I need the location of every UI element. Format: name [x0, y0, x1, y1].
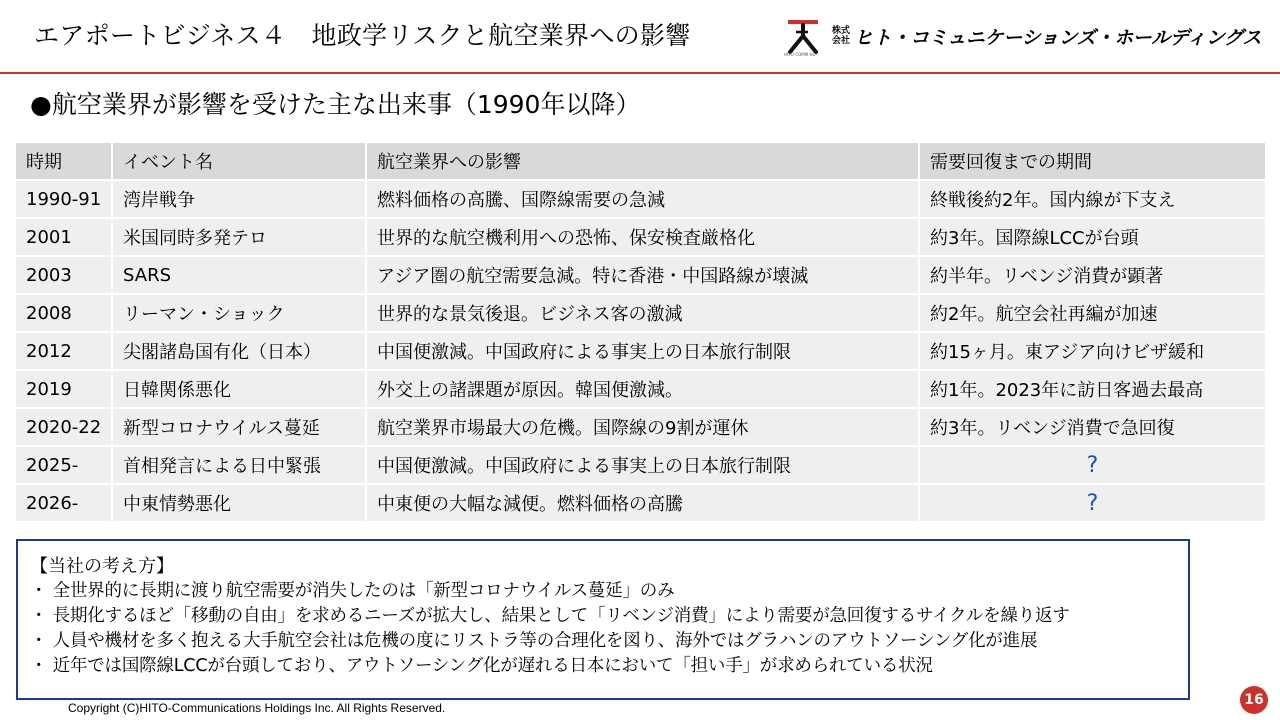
- company-prefix: 株式会社: [832, 26, 851, 46]
- cell-event: SARS: [113, 257, 367, 295]
- table-row: [16, 485, 1265, 523]
- cell-period: 2025-: [16, 447, 113, 485]
- cell-event: 湾岸戦争: [113, 181, 367, 219]
- cell-impact: 中東便の大幅な減便。燃料価格の高騰: [367, 485, 920, 523]
- cell-recovery-unknown: ?: [920, 485, 1265, 523]
- cell-event: リーマン・ショック: [113, 295, 367, 333]
- cell-event: 米国同時多発テロ: [113, 219, 367, 257]
- company-view-item: ・ 全世界的に長期に渡り航空需要が消失したのは「新型コロナウイルス蔓延」のみ: [30, 581, 675, 601]
- logo-caption: HITO-COMM HD: [784, 52, 816, 57]
- company-view-item: ・ 長期化するほど「移動の自由」を求めるニーズが拡大し、結果として「リベンジ消費」により需要が急回復するサイクルを繰り返す: [30, 606, 1070, 626]
- cell-period: 2019: [16, 371, 113, 409]
- cell-impact: 航空業界市場最大の危機。国際線の9割が運休: [367, 409, 920, 447]
- header-period: 時期: [16, 143, 113, 181]
- cell-event: 日韓関係悪化: [113, 371, 367, 409]
- cell-recovery: 約3年。国際線LCCが台頭: [920, 219, 1265, 257]
- company-view-heading: 【当社の考え方】: [30, 556, 174, 577]
- table-row: [16, 409, 1265, 447]
- table-row: [16, 333, 1265, 371]
- events-table: [16, 143, 1265, 523]
- cell-event: 首相発言による日中緊張: [113, 447, 367, 485]
- cell-period: 2008: [16, 295, 113, 333]
- table-row: [16, 181, 1265, 219]
- cell-impact: 中国便激減。中国政府による事実上の日本旅行制限: [367, 333, 920, 371]
- cell-impact: 中国便激減。中国政府による事実上の日本旅行制限: [367, 447, 920, 485]
- header-recovery: 需要回復までの期間: [920, 143, 1265, 181]
- table-row: [16, 295, 1265, 333]
- page-title: エアポートビジネス４ 地政学リスクと航空業界への影響: [34, 21, 691, 50]
- section-title: ●航空業界が影響を受けた主な出来事（1990年以降）: [30, 90, 641, 119]
- cell-impact: 世界的な景気後退。ビジネス客の激減: [367, 295, 920, 333]
- cell-period: 2003: [16, 257, 113, 295]
- company-view-item: ・ 近年では国際線LCCが台頭しており、アウトソーシング化が遅れる日本において「担い手」が求められている状況: [30, 656, 933, 676]
- cell-recovery: 約3年。リベンジ消費で急回復: [920, 409, 1265, 447]
- cell-event: 尖閣諸島国有化（日本）: [113, 333, 367, 371]
- cell-event: 中東情勢悪化: [113, 485, 367, 523]
- table-row: [16, 219, 1265, 257]
- cell-period: 1990-91: [16, 181, 113, 219]
- cell-recovery-unknown: ?: [920, 447, 1265, 485]
- cell-impact: 外交上の諸課題が原因。韓国便激減。: [367, 371, 920, 409]
- cell-event: 新型コロナウイルス蔓延: [113, 409, 367, 447]
- cell-period: 2026-: [16, 485, 113, 523]
- cell-period: 2020-22: [16, 409, 113, 447]
- table-row: [16, 257, 1265, 295]
- header-divider: [0, 72, 1280, 74]
- company-view-box: [16, 539, 1190, 700]
- cell-impact: 世界的な航空機利用への恐怖、保安検査厳格化: [367, 219, 920, 257]
- cell-recovery: 約1年。2023年に訪日客過去最高: [920, 371, 1265, 409]
- cell-recovery: 約半年。リベンジ消費が顕著: [920, 257, 1265, 295]
- cell-period: 2001: [16, 219, 113, 257]
- company-name: ヒト・コミュニケーションズ・ホールディングス: [854, 27, 1262, 49]
- header-event: イベント名: [113, 143, 367, 181]
- company-view-item: ・ 人員や機材を多く抱える大手航空会社は危機の度にリストラ等の合理化を図り、海外ではグラハンのアウトソーシング化が進展: [30, 631, 1038, 651]
- page-number-badge: 16: [1240, 686, 1268, 714]
- cell-recovery: 約15ヶ月。東アジア向けビザ緩和: [920, 333, 1265, 371]
- company-logo: [782, 18, 1262, 60]
- table-row: [16, 447, 1265, 485]
- cell-impact: アジア圏の航空需要急減。特に香港・中国路線が壊滅: [367, 257, 920, 295]
- header-impact: 航空業界への影響: [367, 143, 920, 181]
- table-row: [16, 371, 1265, 409]
- cell-impact: 燃料価格の高騰、国際線需要の急減: [367, 181, 920, 219]
- cell-period: 2012: [16, 333, 113, 371]
- copyright-notice: Copyright (C)HITO-Communications Holdings Inc. All Rights Reserved.: [68, 701, 446, 715]
- cell-recovery: 終戦後約2年。国内線が下支え: [920, 181, 1265, 219]
- table-header-row: [16, 143, 1265, 181]
- cell-recovery: 約2年。航空会社再編が加速: [920, 295, 1265, 333]
